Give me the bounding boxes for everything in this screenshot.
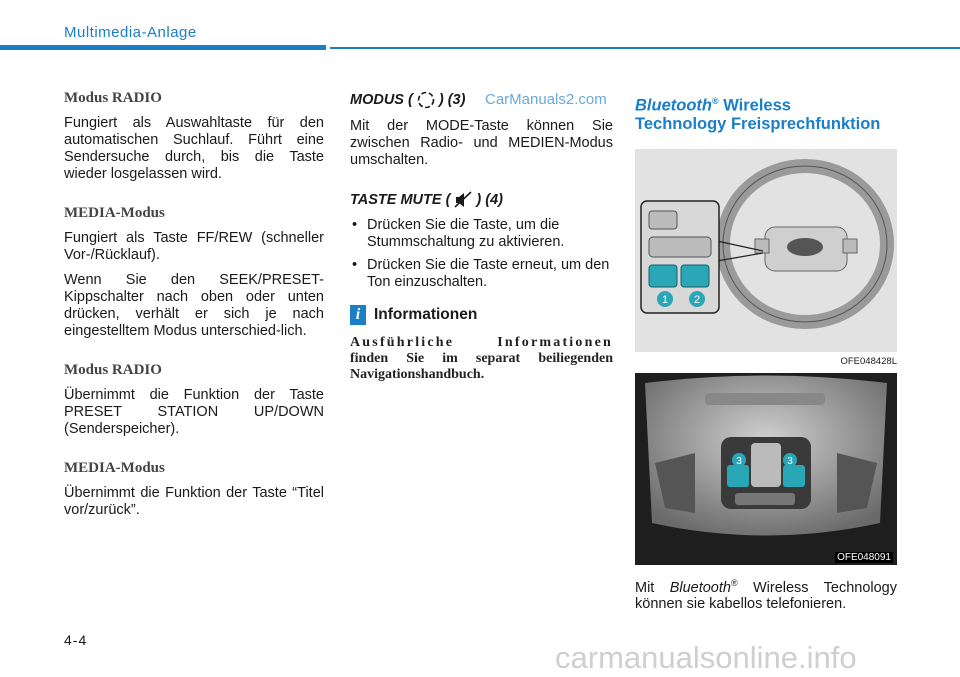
callout-3-left: 3 bbox=[736, 455, 742, 467]
callout-2: 2 bbox=[693, 293, 701, 306]
bt-desc-reg: ® bbox=[730, 577, 738, 588]
bt-desc-brand: Bluetooth bbox=[669, 579, 731, 596]
image2-caption: OFE048091 bbox=[837, 551, 891, 563]
column-middle bbox=[350, 90, 613, 383]
list-item: • Drücken Sie die Taste erneut, um den Ton einzuschalten. bbox=[350, 257, 613, 291]
bluetooth-title-brand: Bluetooth bbox=[635, 96, 712, 115]
page-number: 4-4 bbox=[64, 632, 88, 648]
mode-text: Mit der MODE-Taste können Sie zwischen Radio- und MEDIEN-Modus umschalten. bbox=[350, 118, 613, 168]
overhead-console-illustration bbox=[635, 373, 897, 565]
mute-heading-end: ) (4) bbox=[476, 192, 504, 208]
info-title: Informationen bbox=[374, 306, 478, 323]
info-text-rest: finden Sie im separat beiliegenden Navigationshandbuch. bbox=[350, 351, 613, 382]
media-mode-text-2: Wenn Sie den SEEK/PRESET-Kippschalter nach oben oder unten drücken, verhält er sich je nach eingestelltem Modus unterschied-lich. bbox=[64, 272, 324, 339]
radio-mode-text-2: Übernimmt die Funktion der Taste PRESET STATION UP/DOWN (Senderspeicher). bbox=[64, 387, 324, 437]
watermark: CarManuals2.com bbox=[485, 91, 607, 108]
heading-radio-mode-2: Modus RADIO bbox=[64, 362, 162, 378]
steering-wheel-image bbox=[635, 149, 897, 352]
bluetooth-title-rest: Wireless bbox=[718, 96, 791, 115]
callout-3-right: 3 bbox=[787, 455, 793, 467]
column-left bbox=[64, 90, 324, 527]
radio-mode-text: Fungiert als Auswahltaste für den automatischen Suchlauf. Führt eine Sendersuche durch, bis die Taste wieder losgelassen wird. bbox=[64, 115, 324, 182]
mute-speaker-icon bbox=[453, 191, 473, 209]
info-text-first-line: Ausführliche Informationen bbox=[350, 335, 613, 350]
bluetooth-title bbox=[635, 92, 897, 133]
header-bar bbox=[0, 45, 326, 50]
list-item: • Drücken Sie die Taste, um die Stummschaltung zu aktivieren. bbox=[350, 217, 613, 251]
mode-heading-end: ) (3) bbox=[438, 92, 466, 108]
mute-list bbox=[350, 217, 613, 291]
mode-ring-icon bbox=[416, 90, 436, 110]
header-line bbox=[330, 47, 960, 49]
bluetooth-title-line2: Technology Freisprechfunktion bbox=[635, 114, 881, 133]
image1-caption: OFE048428L bbox=[840, 355, 897, 367]
mute-heading-start: TASTE MUTE ( bbox=[350, 192, 451, 208]
bt-desc-end: Wireless Technology können sie kabellos telefonieren. bbox=[635, 579, 897, 613]
mode-heading-start: MODUS ( bbox=[350, 92, 413, 108]
bt-desc-start: Mit bbox=[635, 579, 670, 596]
registered-mark: ® bbox=[711, 96, 719, 106]
info-icon: i bbox=[350, 305, 366, 325]
section-title: Multimedia-Anlage bbox=[64, 24, 197, 41]
overhead-console-image bbox=[635, 373, 897, 565]
media-mode-text-3: Übernimmt die Funktion der Taste “Titel vor/zurück”. bbox=[64, 485, 324, 518]
info-heading bbox=[350, 305, 613, 325]
column-right bbox=[635, 90, 897, 621]
heading-media-mode: MEDIA-Modus bbox=[64, 205, 165, 221]
mute-heading bbox=[350, 191, 613, 209]
footer-site: carmanualsonline.info bbox=[555, 640, 857, 675]
media-mode-text-1: Fungiert als Taste FF/REW (schneller Vor-/Rücklauf). bbox=[64, 230, 324, 263]
info-text bbox=[350, 335, 613, 383]
heading-media-mode-2: MEDIA-Modus bbox=[64, 460, 165, 476]
steering-wheel-illustration bbox=[635, 149, 897, 352]
callout-1: 1 bbox=[661, 293, 669, 306]
bluetooth-description bbox=[635, 575, 897, 614]
heading-radio-mode: Modus RADIO bbox=[64, 90, 162, 106]
